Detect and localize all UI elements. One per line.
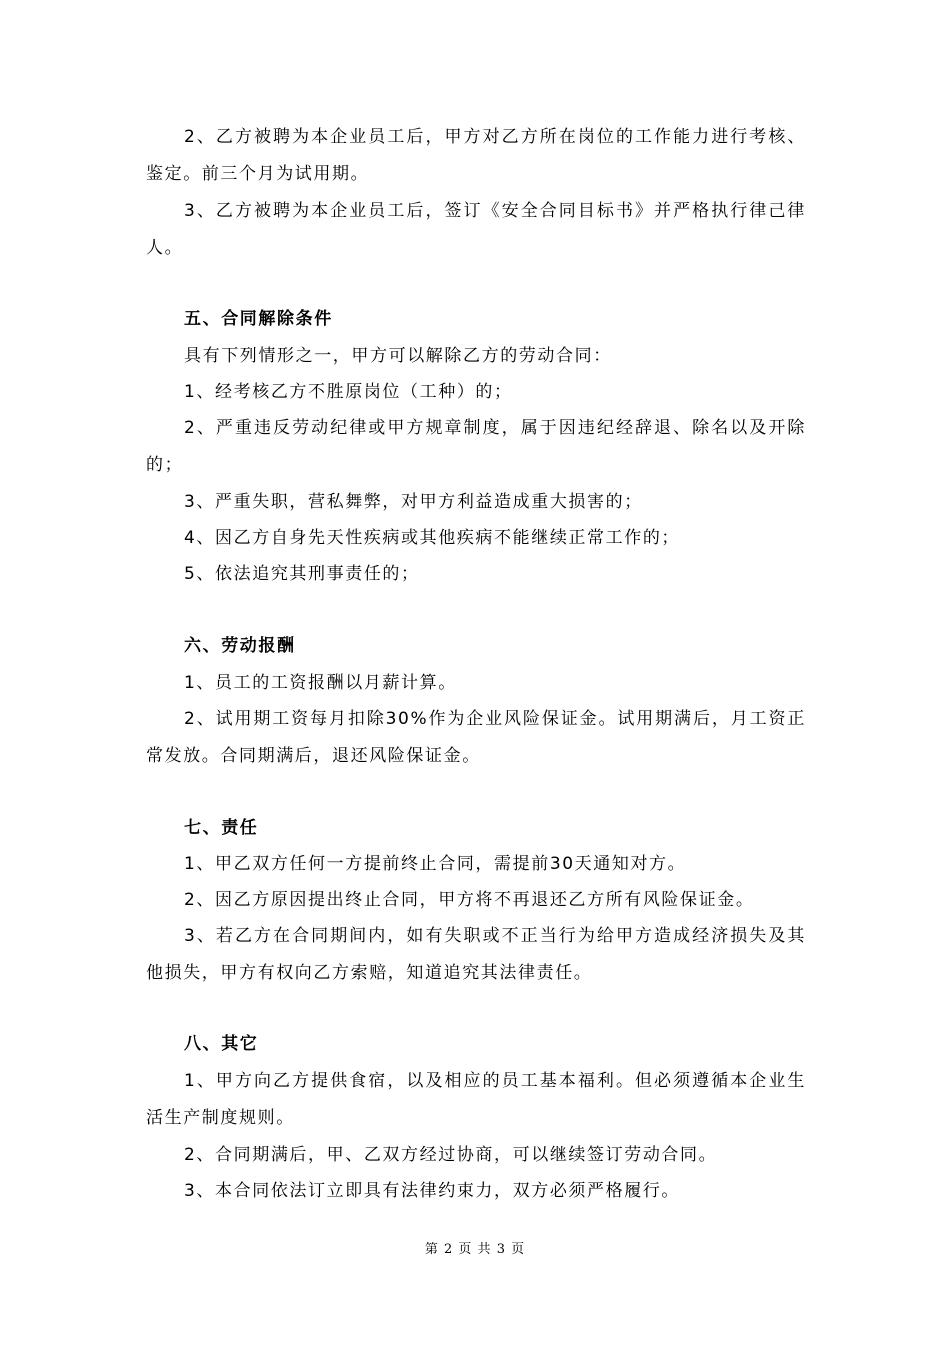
list-item: 2、因乙方原因提出终止合同，甲方将不再退还乙方所有风险保证金。 <box>184 890 755 910</box>
page-footer: 第 2 页 共 3 页 <box>424 1242 526 1257</box>
paragraph: 具有下列情形之一，甲方可以解除乙方的劳动合同： <box>184 346 612 366</box>
list-item: 2、试用期工资每月扣除30%作为企业风险保证金。试用期满后，月工资正常发放。合同期满后，退还风险保证金。 <box>146 709 806 766</box>
section-heading: 六、劳动报酬 <box>184 636 296 656</box>
list-item: 2、严重违反劳动纪律或甲方规章制度，属于因违纪经辞退、除名以及开除的； <box>146 418 806 475</box>
list-item: 3、若乙方在合同期间内，如有失职或不正当行为给甲方造成经济损失及其他损失，甲方有权向乙方索赔，知道追究其法律责任。 <box>146 926 806 983</box>
section-heading: 七、责任 <box>184 818 259 838</box>
list-item: 3、严重失职，营私舞弊，对甲方利益造成重大损害的； <box>184 492 643 512</box>
section-heading: 五、合同解除条件 <box>184 309 333 329</box>
list-item: 1、员工的工资报酬以月薪计算。 <box>184 673 457 693</box>
section-heading: 八、其它 <box>184 1034 259 1054</box>
list-item: 1、经考核乙方不胜原岗位（工种）的； <box>184 382 513 402</box>
list-item: 3、本合同依法订立即具有法律约束力，双方必须严格履行。 <box>184 1181 681 1201</box>
list-item: 1、甲方向乙方提供食宿，以及相应的员工基本福利。但必须遵循本企业生活生产制度规则。 <box>146 1071 806 1128</box>
paragraph: 2、乙方被聘为本企业员工后，甲方对乙方所在岗位的工作能力进行考核、鉴定。前三个月为试用期。 <box>146 127 806 184</box>
list-item: 2、合同期满后，甲、乙双方经过协商，可以继续签订劳动合同。 <box>184 1145 718 1165</box>
paragraph: 3、乙方被聘为本企业员工后，签订《安全合同目标书》并严格执行律己律人。 <box>146 201 806 258</box>
list-item: 1、甲乙双方任何一方提前终止合同，需提前30天通知对方。 <box>184 854 687 874</box>
list-item: 5、依法追究其刑事责任的； <box>184 564 420 584</box>
list-item: 4、因乙方自身先天性疾病或其他疾病不能继续正常工作的； <box>184 528 681 548</box>
